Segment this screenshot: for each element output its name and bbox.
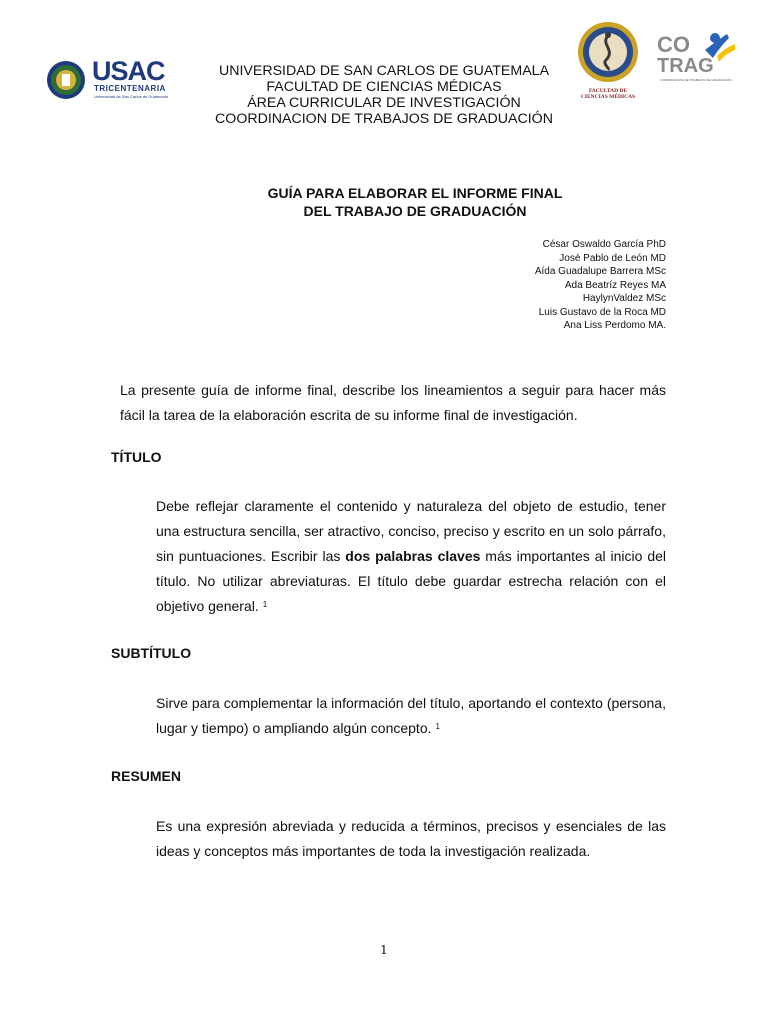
usac-subtitle: TRICENTENARIA [94,84,166,93]
faculty-seal-logo [576,20,640,100]
section-body-subtitulo: Sirve para complementar la información del título, aportando el contexto (persona, lugar y tiempo) o ampliando algún concepto. $^1$ [156,695,666,736]
document-title-line2: DEL TRABAJO DE GRADUACIÓN [303,203,527,219]
cotrag-word-top: CO [657,32,690,57]
usac-tagline: Universidad de San Carlos de Guatemala [94,94,168,99]
author-line: Luis Gustavo de la Roca MD [538,306,666,318]
document-title-line1: GUÍA PARA ELABORAR EL INFORME FINAL [267,185,563,201]
header-coordination: COORDINACION DE TRABAJOS DE GRADUACIÓN [215,111,553,127]
cotrag-logo [655,28,737,84]
keywords-emphasis: dos palabras claves [345,548,481,564]
author-line: Aída Guadalupe Barrera MSc [534,266,666,277]
section-heading-subtitulo: SUBTÍTULO [111,645,192,661]
header-area: ÁREA CURRICULAR DE INVESTIGACIÓN [247,95,521,111]
section-body-resumen: Es una expresión abreviada y reducida a términos, precisos y esenciales de las ideas y conceptos más importantes de toda la investigación realizada. [156,818,666,859]
svg-text:FACULTAD DE: FACULTAD DE [588,88,628,94]
usac-wordmark: USAC [92,56,165,86]
footnote-marker: 1 [262,600,268,609]
header-university: UNIVERSIDAD DE SAN CARLOS DE GUATEMALA [218,63,550,79]
section-body-titulo: Debe reflejar claramente el contenido y naturaleza del objeto de estudio, tener una estructura sencilla, ser atractivo, conciso, preciso y escrito en un solo párrafo, sin puntuaciones. Escribir las dos palabras claves más importantes al inicio del título. No utilizar abreviaturas. El título debe guardar estrecha relación con el objetivo general. $^1$ [156,498,666,614]
section-heading-resumen: RESUMEN [111,768,182,784]
svg-text:CIENCIAS MÉDICAS: CIENCIAS MÉDICAS [580,94,636,100]
cotrag-word-bottom: TRAG [657,55,714,77]
author-line: José Pablo de León MD [559,252,666,264]
header-faculty: FACULTAD DE CIENCIAS MÉDICAS [266,79,502,95]
author-line: César Oswaldo García PhD [542,239,666,250]
cotrag-tagline: COORDINACIÓN DE TRABAJOS DE GRADUACIÓN [660,78,732,82]
usac-seal-icon [46,60,86,100]
footnote-marker: 1 [435,722,440,731]
page-number: 1 [380,943,388,957]
section-heading-titulo: TÍTULO [111,449,162,465]
author-line: Ana Liss Perdomo MA. [563,320,666,331]
usac-logo [46,58,186,102]
intro-paragraph: La presente guía de informe final, describe los lineamientos a seguir para hacer más fácil la tarea de la elaboración escrita de su informe final de investigación. [120,382,666,423]
author-line: HaylynValdez MSc [582,293,666,304]
author-line: Ada Beatríz Reyes MA [564,279,666,291]
